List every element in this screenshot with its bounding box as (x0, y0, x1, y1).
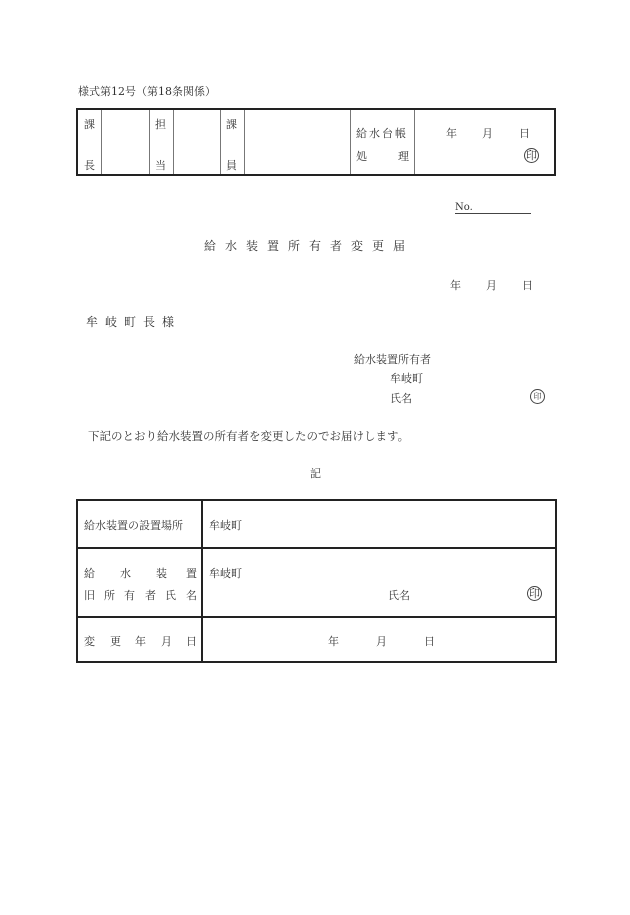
prev-owner-town: 牟岐町 (209, 567, 242, 580)
change-date-label-char: 更 (110, 635, 121, 648)
ledger-process-label-b: 理 (398, 150, 409, 163)
ki-heading: 記 (310, 467, 321, 480)
ledger-date-day: 日 (519, 127, 530, 140)
prev-owner-label-char: 名 (186, 589, 197, 602)
submission-date-month: 月 (486, 279, 497, 292)
ledger-label: 給水台帳 (356, 127, 408, 140)
approval-box (76, 108, 556, 176)
change-date-year: 年 (328, 635, 339, 648)
change-date-label-char: 月 (161, 635, 172, 648)
change-date-day: 日 (424, 635, 435, 648)
detail-table (76, 499, 557, 663)
addressee: 牟岐町長様 (86, 315, 182, 329)
change-date-month: 月 (376, 635, 387, 648)
change-date-label-char: 年 (135, 635, 146, 648)
applicant-name-label: 氏名 (390, 392, 412, 405)
applicant-heading: 給水装置所有者 (354, 353, 431, 366)
submission-date-year: 年 (450, 279, 461, 292)
seal-icon: 印 (529, 587, 540, 600)
approval-staff-label-top: 担 (155, 118, 166, 131)
submission-date-day: 日 (522, 279, 533, 292)
ledger-process-label-a: 処 (356, 150, 367, 163)
installation-location-label: 給水装置の設置場所 (84, 519, 183, 532)
document-number-field[interactable] (455, 213, 531, 214)
prev-owner-label-char: 有 (124, 589, 135, 602)
prev-owner-label-char: 者 (145, 589, 156, 602)
ledger-date-year: 年 (446, 127, 457, 140)
prev-owner-label-char: 氏 (165, 589, 176, 602)
document-number-label: No. (455, 202, 473, 213)
prev-owner-label-char: 所 (104, 589, 115, 602)
prev-owner-label-char: 置 (186, 567, 197, 580)
change-date-label-char: 変 (84, 635, 95, 648)
document-title: 給水装置所有者変更届 (204, 239, 415, 253)
prev-owner-label-char: 旧 (84, 589, 95, 602)
prev-owner-label-char: 給 (84, 567, 95, 580)
body-text: 下記のとおり給水装置の所有者を変更したのでお届けします。 (88, 429, 410, 443)
form-number: 様式第12号（第18条関係） (78, 85, 216, 98)
prev-owner-label-char: 装 (156, 567, 167, 580)
approval-member-label-top: 課 (226, 118, 237, 131)
approval-chief-label-bottom: 長 (84, 159, 95, 172)
approval-member-label-bottom: 員 (226, 159, 237, 172)
applicant-town: 牟岐町 (390, 372, 423, 385)
prev-owner-label-char: 水 (120, 567, 131, 580)
change-date-label-char: 日 (186, 635, 197, 648)
installation-location-value: 牟岐町 (209, 519, 242, 532)
approval-staff-label-bottom: 当 (155, 159, 166, 172)
ledger-date-month: 月 (482, 127, 493, 140)
seal-icon: 印 (526, 149, 537, 162)
prev-owner-name-label: 氏名 (388, 589, 410, 602)
approval-chief-label-top: 課 (84, 118, 95, 131)
seal-icon: 印 (530, 389, 545, 404)
